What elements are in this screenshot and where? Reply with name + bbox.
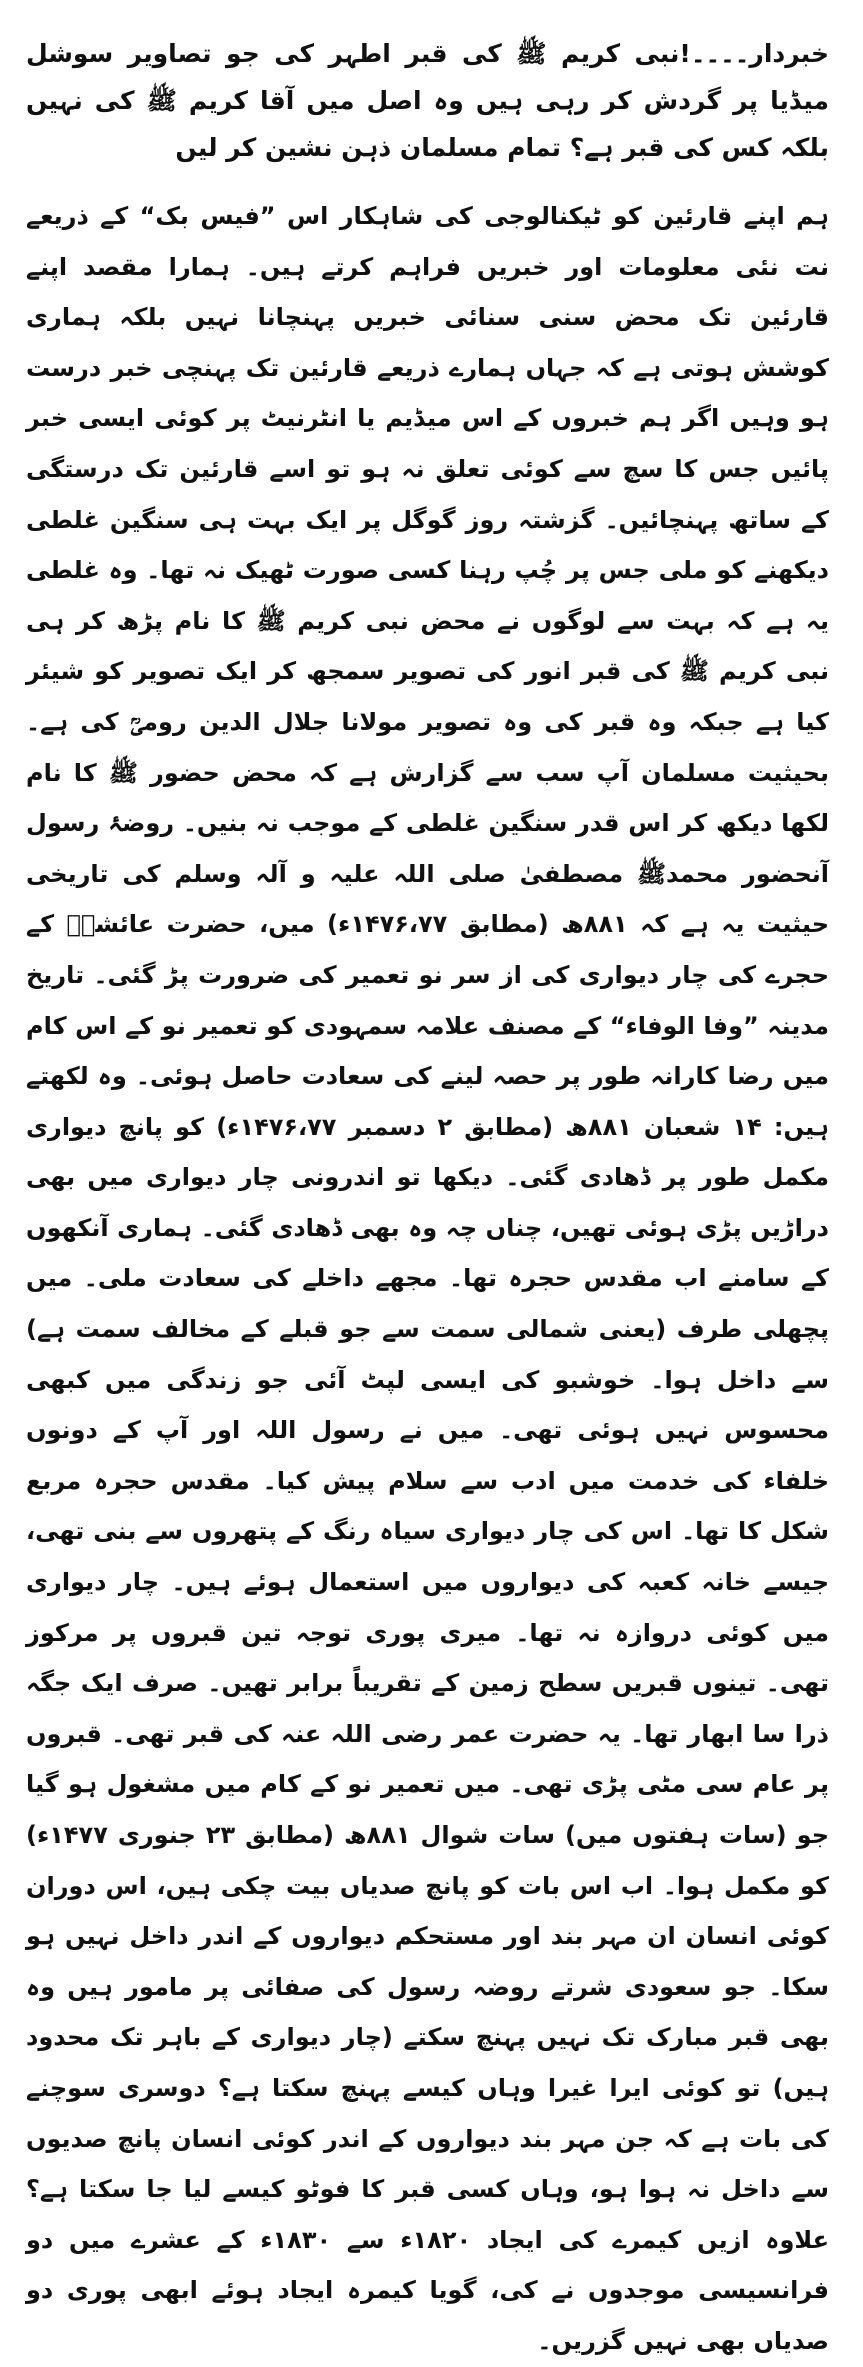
article-body: ہم اپنے قارئین کو ٹیکنالوجی کی شاہکار اس ”فیس بک“ کے ذریعے نت نئی معلومات اور خبریں فراہم کرتے ہیں۔ ہمارا مقصد اپنے قارئین تک محض سنی سنائی خبریں پہنچانا نہیں بلکہ ہماری کوشش ہوتی ہے کہ جہاں ہمارے ذریعے قارئین تک پہنچی خبر درست ہو وہیں اگر ہم خبروں کے اس میڈیم یا انٹرنیٹ پر کوئی ایسی خبر پائیں جس کا سچ سے کوئی تعلق نہ ہو تو اسے قارئین تک درستگی کے ساتھ پہنچائیں۔ گزشتہ روز گوگل پر ایک بہت ہی سنگین غلطی دیکھنے کو ملی جس پر چُپ رہنا کسی صورت ٹھیک نہ تھا۔ وہ غلطی یہ ہے کہ بہت سے لوگوں نے محض نبی کریم ﷺ کا نام پڑھ کر ہی نبی کریم ﷺ کی قبر انور کی تصویر سمجھ کر ایک تصویر کو شیئر کیا ہے جبکہ وہ قبر کی وہ تصویر مولانا جلال الدین رومیؒ کی ہے۔ بحیثیت مسلمان آپ سب سے گزارش ہے کہ محض حضور ﷺ کا نام لکھا دیکھ کر اس قدر سنگین غلطی کے موجب نہ بنیں۔ روضۂ رسول آنحضور محمدﷺ مصطفیٰ صلی اللہ علیہ و آلہ وسلم کی تاریخی حیثیت یہ ہے کہ ۸۸۱ھ (مطابق ۱۴۷۶،۷۷ء) میں، حضرت عائشہؓ کے حجرے کی چار دیواری کی از سر نو تعمیر کی ضرورت پڑ گئی۔ تاریخ مدینہ ”وفا الوفاء“ کے مصنف علامہ سمہودی کو تعمیر نو کے اس کام میں رضا کارانہ طور پر حصہ لینے کی سعادت حاصل ہوئی۔ وہ لکھتے ہیں: ۱۴ شعبان ۸۸۱ھ (مطابق ۲ دسمبر ۱۴۷۶،۷۷ء) کو پانچ دیواری مکمل طور پر ڈھادی گئی۔ دیکھا تو اندرونی چار دیواری میں بھی دراڑیں پڑی ہوئی تھیں، چناں چہ وہ بھی ڈھادی گئی۔ ہماری آنکھوں کے سامنے اب مقدس حجرہ تھا۔ مجھے داخلے کی سعادت ملی۔ میں پچھلی طرف (یعنی شمالی سمت سے جو قبلے کے مخالف سمت ہے) سے داخل ہوا۔ خوشبو کی ایسی لپٹ آئی جو زندگی میں کبھی محسوس نہیں ہوئی تھی۔ میں نے رسول اللہ اور آپ کے دونوں خلفاء کی خدمت میں ادب سے سلام پیش کیا۔ مقدس حجرہ مربع شکل کا تھا۔ اس کی چار دیواری سیاہ رنگ کے پتھروں سے بنی تھی، جیسے خانہ کعبہ کی دیواروں میں استعمال ہوئے ہیں۔ چار دیواری میں کوئی دروازہ نہ تھا۔ میری پوری توجہ تین قبروں پر مرکوز تھی۔ تینوں قبریں سطح زمین کے تقریباً برابر تھیں۔ صرف ایک جگہ ذرا سا ابھار تھا۔ یہ حضرت عمر رضی اللہ عنہ کی قبر تھی۔ قبروں پر عام سی مٹی پڑی تھی۔ میں تعمیر نو کے کام میں مشغول ہو گیا جو (سات ہفتوں میں) سات شوال ۸۸۱ھ (مطابق ۲۳ جنوری ۱۴۷۷ء) کو مکمل ہوا۔ اب اس بات کو پانچ صدیاں بیت چکی ہیں، اس دوران کوئی انسان ان مہر بند اور مستحکم دیواروں کے اندر داخل نہیں ہو سکا۔ جو سعودی شرتے روضہ رسول کی صفائی پر مامور ہیں وہ بھی قبر مبارک تک نہیں پہنچ سکتے (چار دیواری کے باہر تک محدود ہیں) تو کوئی ایرا غیرا وہاں کیسے پہنچ سکتا ہے؟ دوسری سوچنے کی بات ہے کہ جن مہر بند دیواروں کے اندر کوئی انسان پانچ صدیوں سے داخل نہ ہوا ہو، وہاں کسی قبر کا فوٹو کیسے لیا جا سکتا ہے؟ علاوہ ازیں کیمرے کی ایجاد ۱۸۲۰ء سے ۱۸۳۰ء کے عشرے میں دو فرانسیسی موجدوں نے کی، گویا کیمرہ ایجاد ہوئے ابھی پوری دو صدیاں بھی نہیں گزریں۔ <box>26 202 830 2355</box>
article-headline: خبردار۔۔۔۔!نبی کریم ﷺ کی قبر اطہر کی جو تصاویر سوشل میڈیا پر گردش کر رہی ہیں وہ اصل میں آقا کریم ﷺ کی نہیں بلکہ کس کی قبر ہے؟ تمام مسلمان ذہن نشین کر لیں <box>26 39 829 162</box>
